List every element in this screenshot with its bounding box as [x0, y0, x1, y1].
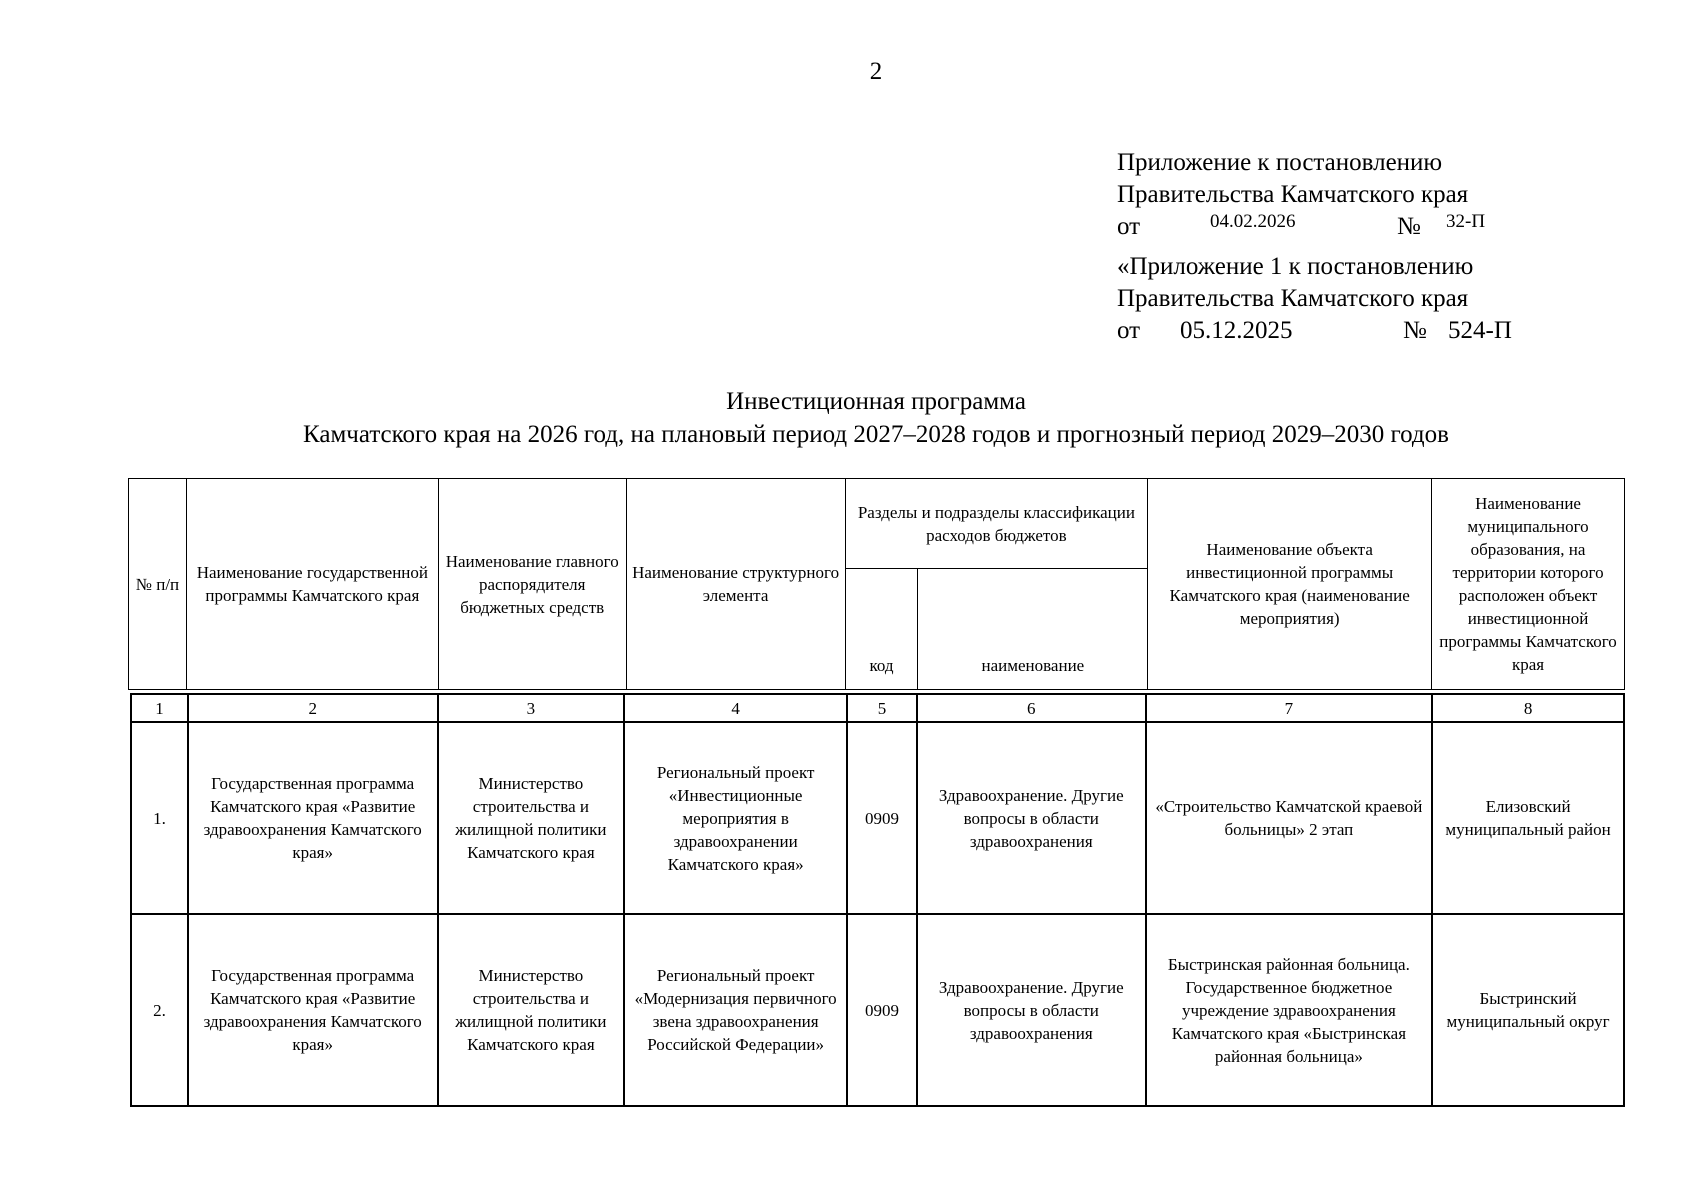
header-num: № п/п [129, 479, 187, 690]
appendix-number: 524-П [1448, 317, 1512, 344]
header-sections: Разделы и подразделы классификации расходов бюджетов [845, 479, 1148, 569]
appendix-date: 04.02.2026 [1210, 211, 1296, 232]
cell-program: Государственная программа Камчатского края «Развитие здравоохранения Камчатского края» [188, 914, 438, 1106]
from-label: от [1117, 213, 1141, 240]
appendix-line: Правительства Камчатского края [1117, 285, 1469, 312]
appendix-line: Приложение к постановлению [1117, 149, 1443, 176]
page-number: 2 [869, 58, 883, 85]
header-object: Наименование объекта инвестиционной программы Камчатского края (наименование мероприятия) [1148, 479, 1432, 690]
header-manager: Наименование главного распорядителя бюджетных средств [438, 479, 626, 690]
column-number: 6 [917, 694, 1146, 722]
number-label: № [1397, 213, 1421, 240]
document-title: Инвестиционная программа [726, 388, 1026, 415]
column-number: 7 [1146, 694, 1433, 722]
header-element: Наименование структурного элемента [626, 479, 845, 690]
document-subtitle: Камчатского края на 2026 год, на плановый период 2027–2028 годов и прогнозный период 2029–2030 годов [303, 421, 1449, 448]
column-number: 4 [624, 694, 847, 722]
appendix-line: Правительства Камчатского края [1117, 181, 1469, 208]
cell-num: 1. [131, 722, 188, 914]
header-code: код [845, 569, 918, 690]
cell-program: Государственная программа Камчатского края «Развитие здравоохранения Камчатского края» [188, 722, 438, 914]
cell-name: Здравоохранение. Другие вопросы в области здравоохранения [917, 914, 1146, 1106]
header-municipality: Наименование муниципального образования, на территории которого расположен объект инвестиционной программы Камчатского края [1432, 479, 1625, 690]
table-header [128, 478, 1625, 690]
cell-element: Региональный проект «Инвестиционные мероприятия в здравоохранении Камчатского края» [624, 722, 847, 914]
previous-appendix-block [1117, 251, 1512, 347]
cell-municipality: Быстринский муниципальный округ [1432, 914, 1624, 1106]
cell-code: 0909 [847, 914, 917, 1106]
column-number: 3 [438, 694, 625, 722]
from-label: от [1117, 317, 1141, 344]
cell-object: «Строительство Камчатской краевой больницы» 2 этап [1146, 722, 1433, 914]
appendix-date-row [1117, 315, 1512, 347]
table-row [131, 722, 1624, 914]
table-body [130, 693, 1625, 1107]
appendix-block [1117, 147, 1486, 243]
column-number: 2 [188, 694, 438, 722]
cell-num: 2. [131, 914, 188, 1106]
appendix-date: 05.12.2025 [1180, 317, 1293, 344]
appendix-line: «Приложение 1 к постановлению [1117, 253, 1474, 280]
cell-name: Здравоохранение. Другие вопросы в области здравоохранения [917, 722, 1146, 914]
column-number: 5 [847, 694, 917, 722]
column-number: 1 [131, 694, 188, 722]
column-number: 8 [1432, 694, 1624, 722]
table-row [131, 914, 1624, 1106]
number-label: № [1403, 317, 1427, 344]
appendix-number: 32-П [1446, 211, 1486, 232]
cell-code: 0909 [847, 722, 917, 914]
cell-manager: Министерство строительства и жилищной политики Камчатского края [438, 722, 625, 914]
appendix-date-row [1117, 211, 1486, 243]
header-name: наименование [918, 569, 1148, 690]
column-numbers-row [131, 694, 1624, 722]
cell-manager: Министерство строительства и жилищной политики Камчатского края [438, 914, 625, 1106]
cell-municipality: Елизовский муниципальный район [1432, 722, 1624, 914]
header-program: Наименование государственной программы Камчатского края [186, 479, 438, 690]
cell-element: Региональный проект «Модернизация первичного звена здравоохранения Российской Федерации» [624, 914, 847, 1106]
cell-object: Быстринская районная больница. Государственное бюджетное учреждение здравоохранения Камчатского края «Быстринская районная больница» [1146, 914, 1433, 1106]
